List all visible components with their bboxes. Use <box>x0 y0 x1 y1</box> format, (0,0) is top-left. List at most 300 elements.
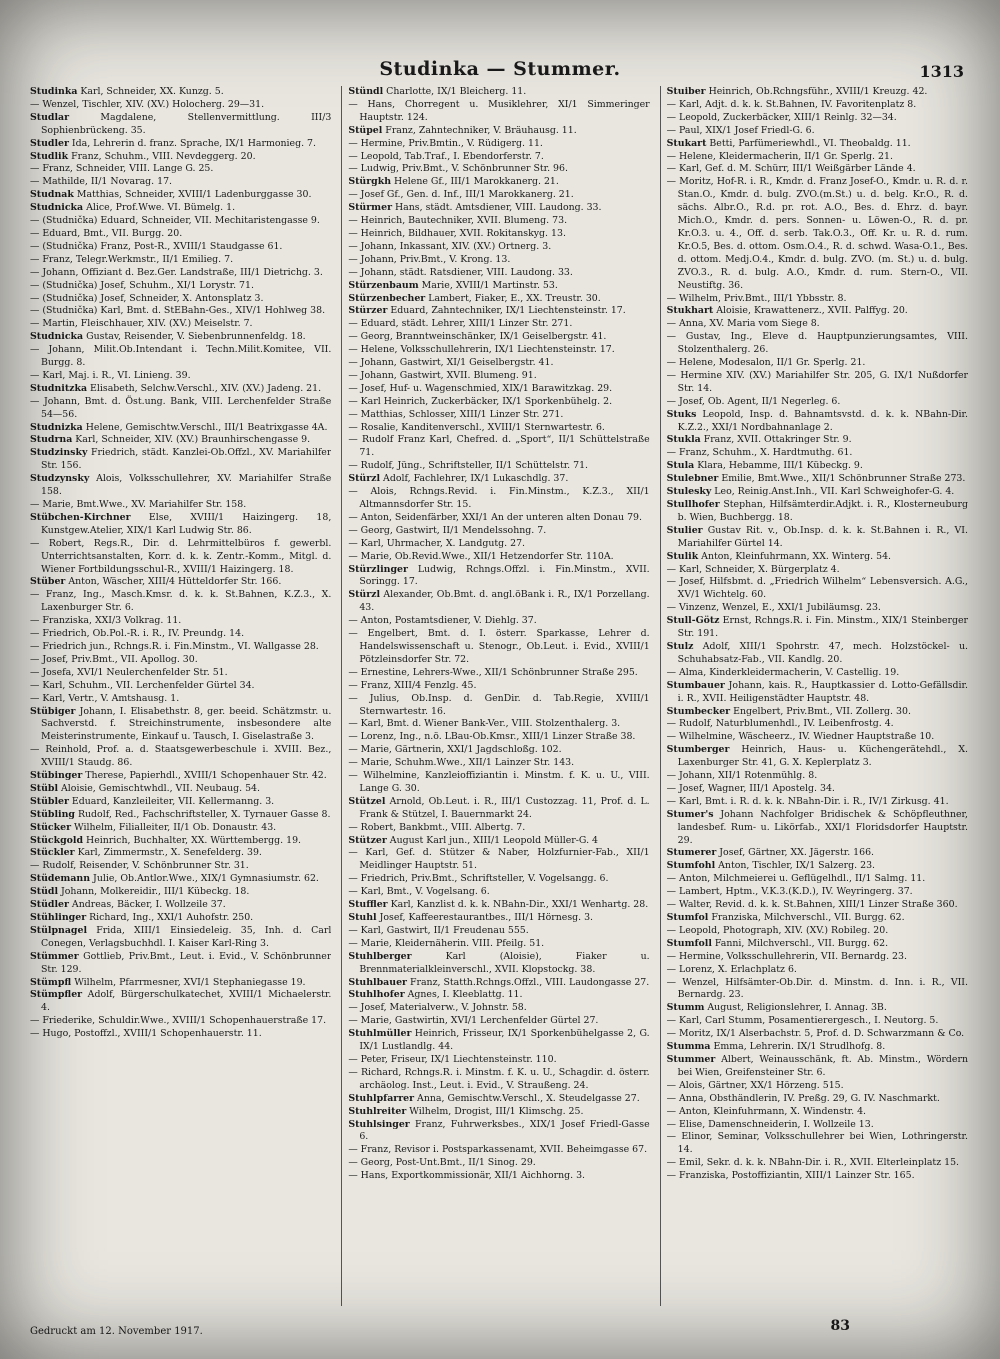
entry-details: — Emil, Sekr. d. k. k. NBahn-Dir. i. R., XVII. Elterleinplatz 15. <box>666 1157 960 1169</box>
entry-details: — Franz, Schuhm., X. Hardtmuthg. 61. <box>666 447 853 459</box>
directory-entry <box>667 151 968 164</box>
entry-details: Franz, XVII. Ottakringer Str. 9. <box>700 434 852 446</box>
directory-entry <box>348 176 649 189</box>
entry-details: — Rudolf, Jüng., Schriftsteller, II/1 Schüttelstr. 71. <box>348 460 589 472</box>
entry-surname: Stulesky <box>666 486 712 498</box>
entry-surname: Stuhlreiter <box>348 1105 407 1117</box>
directory-entry <box>667 951 968 964</box>
directory-entry <box>348 357 649 370</box>
directory-entry <box>30 151 331 164</box>
entry-surname: Stübling <box>30 808 75 820</box>
directory-entry <box>348 254 649 267</box>
directory-entry <box>667 706 968 719</box>
directory-entry <box>667 667 968 680</box>
directory-entry <box>30 396 331 422</box>
entry-details: — Friedrich jun., Rchngs.R. i. Fin.Minstm., VI. Wallgasse 28. <box>30 640 319 652</box>
entry-details: Adolf, Fachlehrer, IX/1 Lukaschdlg. 37. <box>380 473 569 485</box>
directory-entry <box>667 1106 968 1119</box>
entry-details: — Robert, Bankbmt., VIII. Albertg. 7. <box>348 821 526 833</box>
directory-entry <box>348 460 649 473</box>
entry-surname: Stühlinger <box>30 912 87 923</box>
directory-entry <box>667 899 968 912</box>
directory-entry <box>667 112 968 125</box>
entry-details: — Heinrich, Bautechniker, XVII. Blumeng. 73. <box>348 215 568 227</box>
entry-details: Josef, Gärtner, XX. Jägerstr. 166. <box>716 847 875 859</box>
directory-entry <box>348 1054 649 1067</box>
directory-entry <box>30 706 331 745</box>
entry-surname: Stübl <box>30 782 59 794</box>
entry-details: Arnold, Ob.Leut. i. R., III/1 Custozzag. 11, Prof. d. L. Frank & Stützel, I. Bauernmarkt 24. <box>359 795 650 820</box>
entry-surname: Stulier <box>666 524 703 536</box>
entry-surname: Stüber <box>30 576 66 588</box>
directory-entry <box>30 860 331 873</box>
directory-entry <box>348 1144 649 1157</box>
entry-details: — Ernestine, Lehrers-Wwe., XII/1 Schönbrunner Straße 295. <box>348 666 638 678</box>
entry-details: — Rudolf Franz Karl, Chefred. d. „Sport“, II/1 Schüttelstraße 71. <box>348 434 650 459</box>
directory-entry <box>348 305 649 318</box>
entry-surname: Stuhlhofer <box>348 989 405 1001</box>
entry-surname: Stübinger <box>30 770 83 782</box>
page-header <box>30 58 970 86</box>
entry-details: — (Studnička) Franz, Post-R., XVIII/1 Staudgasse 61. <box>30 240 283 252</box>
directory-entry <box>348 744 649 757</box>
directory-entry <box>30 822 331 835</box>
entry-details: — Hans, Chorregent u. Musiklehrer, XI/1 Simmeringer Hauptstr. 124. <box>348 98 650 123</box>
entry-surname: Stumfohl <box>666 860 716 872</box>
entry-surname: Stuiber <box>666 86 706 97</box>
directory-entry <box>348 331 649 344</box>
directory-entry <box>348 770 649 796</box>
entry-details: Ida, Lehrerin d. franz. Sprache, IX/1 Harmonieg. 7. <box>68 137 316 149</box>
entry-surname: Stull-Götz <box>666 615 720 627</box>
entry-details: — Wilhelmine, Kanzleioffiziantin i. Minstm. f. K. u. U., VIII. Lange G. 30. <box>348 770 650 794</box>
directory-entry <box>348 267 649 280</box>
entry-details: Andreas, Bäcker, I. Wollzeile 37. <box>68 899 226 911</box>
entry-details: — Marie, Kleidernäherin. VIII. Pfeilg. 51. <box>348 937 545 949</box>
directory-entry <box>667 138 968 151</box>
entry-details: Alois, Volksschullehrer, XV. Mariahilfer Straße 158. <box>41 473 332 498</box>
entry-surname: Stümpfl <box>30 976 72 988</box>
entry-details: Josef, Kaffeerestaurantbes., III/1 Hörnesg. 3. <box>376 912 594 923</box>
directory-entry <box>30 215 331 228</box>
entry-details: — Karl, Carl Stumm, Posamentierergesch., I. Neutorg. 5. <box>666 1015 939 1027</box>
directory-entry <box>667 886 968 899</box>
entry-details: Richard, Ing., XXI/1 Auhofstr. 250. <box>86 912 254 923</box>
directory-entry <box>667 99 968 112</box>
directory-entry <box>30 383 331 396</box>
entry-surname: Stüpel <box>348 124 383 136</box>
entry-details: — Anna, XV. Maria vom Siege 8. <box>666 318 820 330</box>
directory-entry <box>30 977 331 990</box>
directory-entry <box>30 189 331 202</box>
directory-entry <box>30 615 331 628</box>
entry-details: — Helene, Volksschullehrerin, IX/1 Liechtensteinstr. 17. <box>348 344 615 356</box>
directory-entry <box>667 125 968 138</box>
entry-details: — Georg, Post-Unt.Bmt., II/1 Sinog. 29. <box>348 1157 536 1169</box>
entry-surname: Stukart <box>666 137 707 149</box>
entry-surname: Studnitzka <box>30 382 88 394</box>
entry-details: — Hermine, Priv.Bmtin., V. Rüdigerg. 11. <box>348 137 543 149</box>
entry-details: — (Studnička) Josef, Schneider, X. Antonsplatz 3. <box>30 292 264 304</box>
entry-details: — Peter, Friseur, IX/1 Liechtensteinstr. 110. <box>348 1053 557 1065</box>
entry-surname: Stücker <box>30 821 72 833</box>
directory-entry <box>348 589 649 615</box>
entry-surname: Stumfol <box>666 912 709 923</box>
entry-details: — Alois, Gärtner, XX/1 Hörzeng. 515. <box>666 1079 844 1091</box>
directory-entry <box>667 486 968 499</box>
entry-details: — Rudolf, Naturblumenhdl., IV. Leibenfrostg. 4. <box>666 718 894 730</box>
directory-entry <box>348 1093 649 1106</box>
entry-details: Rudolf, Red., Fachschriftsteller, X. Tyrnauer Gasse 8. <box>74 808 331 820</box>
entry-details: — Johann, Priv.Bmt., V. Krong. 13. <box>348 253 511 265</box>
entry-details: — Vinzenz, Wenzel, E., XXI/1 Jubiläumsg. 23. <box>666 602 881 614</box>
directory-entry <box>348 977 649 990</box>
entry-details: — Lorenz, Ing., n.ö. LBau-Ob.Kmsr., XIII/1 Linzer Straße 38. <box>348 731 636 743</box>
entry-surname: Stuhlsinger <box>348 1118 410 1130</box>
entry-surname: Stündl <box>348 86 384 97</box>
entry-details: Friedrich, städt. Kanzlei-Ob.Offzl., XV. Mariahilfer Str. 156. <box>41 447 332 472</box>
entry-details: — Heinrich, Bildhauer, XVII. Rokitanskyg. 13. <box>348 227 566 239</box>
entry-details: Adolf, XIII/1 Spohrstr. 47, mech. Holzstöckel- u. Schuhabsatz-Fab., VII. Kandlg. 20. <box>677 640 968 665</box>
entry-details: Else, XVIII/1 Haizingerg. 18, Kunstgew.Atelier, XIX/1 Karl Ludwig Str. 86. <box>41 511 332 536</box>
entry-details: — (Studnička) Eduard, Schneider, VII. Mechitaristengasse 9. <box>30 215 320 227</box>
entry-details: — Leopold, Tab.Traf., I. Ebendorferstr. 7. <box>348 150 544 162</box>
entry-details: — Helene, Modesalon, II/1 Gr. Sperlg. 21. <box>666 357 866 369</box>
entry-surname: Stula <box>666 460 695 472</box>
entry-details: Karl, Kanzlist d. k. k. NBahn-Dir., XXI/1 Wenhartg. 28. <box>387 899 649 911</box>
entry-surname: Stürzlinger <box>348 563 408 575</box>
directory-entry <box>667 731 968 744</box>
directory-entry <box>30 318 331 331</box>
entry-details: — Karl, Gef. d. M. Schürr, III/1 Weißgärber Lände 4. <box>666 163 916 175</box>
entry-details: Anton, Wäscher, XIII/4 Hütteldorfer Str. 166. <box>65 576 282 588</box>
entry-details: — Wenzel, Hilfsämter-Ob.Dir. d. Minstm. d. Inn. i. R., VII. Bernardg. 23. <box>666 976 968 1001</box>
entry-details: Emilie, Bmt.Wwe., XII/1 Schönbrunner Straße 273. <box>718 473 966 485</box>
entry-details: Eduard, Zahntechniker, IX/1 Liechtensteinstr. 17. <box>387 305 626 317</box>
entry-details: Franziska, Milchverschl., VII. Burgg. 62. <box>708 912 905 923</box>
entry-details: Leo, Reinig.Anst.Inh., VII. Karl Schweighofer-G. 4. <box>711 486 955 498</box>
entry-details: Johann, I. Elisabethstr. 8, ger. beeid. Schätzmstr. u. Sachverstd. f. Streichinstrumente, insbesondere alte Meisterinstrumente, Einkauf u. Tausch, I. Giselastraße 3. <box>41 705 332 743</box>
column-middle <box>341 86 649 1306</box>
print-date: Gedruckt am 12. November 1917. <box>30 1326 203 1337</box>
entry-details: Alice, Prof.Wwe. VI. Bümelg. 1. <box>83 202 236 214</box>
directory-entry <box>30 512 331 538</box>
page-footer <box>30 1318 970 1342</box>
directory-entry <box>348 667 649 680</box>
entry-details: Julie, Ob.Antlor.Wwe., XIX/1 Gymnasiumstr. 62. <box>90 873 319 885</box>
entry-surname: Stumerer <box>666 847 717 859</box>
directory-entry <box>30 589 331 615</box>
directory-entry <box>30 267 331 280</box>
directory-entry <box>30 628 331 641</box>
directory-entry <box>667 925 968 938</box>
directory-entry <box>30 847 331 860</box>
entry-details: Charlotte, IX/1 Bleicherg. 11. <box>383 86 527 97</box>
entry-details: — Marie, Schuhm.Wwe., XII/1 Lainzer Str. 143. <box>348 757 575 769</box>
directory-entry <box>30 989 331 1015</box>
directory-entry <box>348 615 649 628</box>
directory-entry <box>348 383 649 396</box>
directory-entry <box>348 151 649 164</box>
entry-details: Elisabeth, Selchw.Verschl., XIV. (XV.) Jadeng. 21. <box>87 382 322 394</box>
directory-entry <box>348 1170 649 1183</box>
entry-details: — Josef, Huf- u. Wagenschmied, XIX/1 Barawitzkag. 29. <box>348 382 613 394</box>
entry-details: Alexander, Ob.Bmt. d. angl.öBank i. R., IX/1 Porzellang. 43. <box>359 589 650 614</box>
entry-details: — Lorenz, X. Erlachplatz 6. <box>666 963 797 975</box>
entry-details: — Marie, Gastwirtin, XVI/1 Lerchenfelder Gürtel 27. <box>348 1015 599 1027</box>
entry-details: — Josef, Ob. Agent, II/1 Negerleg. 6. <box>666 395 841 407</box>
directory-entry <box>667 977 968 1003</box>
directory-entry <box>348 486 649 512</box>
entry-details: — Anton, Milchmeierei u. Geflügelhdl., II/1 Salmg. 11. <box>666 873 926 885</box>
directory-entry <box>667 370 968 396</box>
directory-columns <box>30 86 968 1306</box>
entry-details: Lambert, Fiaker, E., XX. Treustr. 30. <box>425 292 601 304</box>
directory-entry <box>30 434 331 447</box>
entry-details: Wilhelm, Drogist, III/1 Klimschg. 25. <box>406 1105 584 1117</box>
entry-surname: Stürzenbaum <box>348 279 419 291</box>
entry-details: — Hugo, Postoffzl., XVIII/1 Schopenhauerstr. 11. <box>30 1028 262 1040</box>
entry-details: August Karl jun., XIII/1 Leopold Müller-G. 4 <box>386 834 599 846</box>
directory-entry <box>667 744 968 770</box>
entry-details: — Wilhelm, Priv.Bmt., III/1 Ybbsstr. 8. <box>666 292 847 304</box>
directory-entry <box>30 422 331 435</box>
directory-entry <box>348 1106 649 1119</box>
entry-details: Helene Gf., III/1 Marokkanerg. 21. <box>391 176 559 188</box>
directory-entry <box>667 357 968 370</box>
entry-details: — Marie, Ob.Revid.Wwe., XII/1 Hetzendorfer Str. 110A. <box>348 550 614 562</box>
page-number: 1313 <box>919 62 964 81</box>
entry-surname: Stürmer <box>348 202 393 214</box>
directory-entry <box>667 615 968 641</box>
directory-entry <box>30 241 331 254</box>
directory-entry <box>667 809 968 848</box>
directory-entry <box>667 551 968 564</box>
entry-details: — Karl, Bmt. d. Wiener Bank-Ver., VIII. Stolzenthalerg. 3. <box>348 718 621 730</box>
directory-entry <box>30 138 331 151</box>
directory-entry <box>667 396 968 409</box>
directory-entry <box>348 241 649 254</box>
directory-entry <box>30 473 331 499</box>
entry-surname: Studler <box>30 137 69 149</box>
entry-details: Heinrich, Buchhalter, XX. Württembergg. 19. <box>83 834 302 846</box>
directory-entry <box>348 422 649 435</box>
entry-surname: Stummer <box>666 1053 716 1065</box>
directory-entry <box>30 86 331 99</box>
directory-entry <box>30 899 331 912</box>
directory-entry <box>348 757 649 770</box>
directory-entry <box>348 731 649 744</box>
directory-entry <box>348 873 649 886</box>
entry-details: — Julius, Ob.Insp. d. GenDir. d. Tab.Regie, XVIII/1 Sternwartestr. 16. <box>348 692 650 717</box>
entry-surname: Studnizka <box>30 421 83 433</box>
entry-details: — Friedrich, Priv.Bmt., Schriftsteller, V. Vogelsangg. 6. <box>348 873 609 885</box>
entry-details: Gustav Rit. v., Ob.Insp. d. k. k. St.Bahnen i. R., VI. Mariahilfer Gürtel 14. <box>677 524 968 549</box>
directory-entry <box>30 280 331 293</box>
directory-entry <box>30 667 331 680</box>
entry-details: — Ludwig, Priv.Bmt., V. Schönbrunner Str. 96. <box>348 163 568 175</box>
entry-details: — Elinor, Seminar, Volksschullehrer bei Wien, Lothringerstr. 14. <box>666 1131 968 1156</box>
entry-details: — Franziska, XXI/3 Volkrag. 11. <box>30 615 182 627</box>
directory-entry <box>348 434 649 460</box>
directory-entry <box>348 912 649 925</box>
directory-entry <box>348 512 649 525</box>
entry-details: — Karl, Uhrmacher, X. Landgutg. 27. <box>348 537 526 549</box>
directory-entry <box>30 835 331 848</box>
directory-entry <box>348 564 649 590</box>
directory-entry <box>30 951 331 977</box>
entry-details: August, Religionslehrer, I. Annag. 3B. <box>704 1002 887 1014</box>
directory-entry <box>667 1054 968 1080</box>
entry-surname: Stübiger <box>30 705 76 717</box>
directory-entry <box>348 370 649 383</box>
directory-entry <box>667 473 968 486</box>
entry-details: — Anna, Obsthändlerin, IV. Preßg. 29, G. IV. Naschmarkt. <box>666 1092 940 1104</box>
entry-surname: Stumberger <box>666 744 730 756</box>
entry-details: — Marie, Gärtnerin, XXI/1 Jagdschloßg. 102. <box>348 744 562 756</box>
entry-details: — Richard, Rchngs.R. i. Minstm. f. K. u. U., Schagdir. d. österr. archäolog. Inst., Leut. i. Evid., V. Straußeng. 24. <box>348 1066 650 1091</box>
directory-entry <box>667 447 968 460</box>
directory-entry <box>667 318 968 331</box>
directory-entry <box>348 525 649 538</box>
entry-details: — Gustav, Ing., Eleve d. Hauptpunzierungsamtes, VIII. Stolzenthalerg. 26. <box>666 331 968 356</box>
entry-surname: Stützel <box>348 795 386 807</box>
directory-entry <box>348 628 649 667</box>
directory-entry <box>667 1041 968 1054</box>
directory-entry <box>30 331 331 344</box>
entry-surname: Studnicka <box>30 331 84 343</box>
entry-details: — Matthias, Schlosser, XIII/1 Linzer Str. 271. <box>348 408 564 420</box>
entry-details: — Leopold, Photograph, XIV. (XV.) Robileg. 20. <box>666 924 889 936</box>
directory-entry <box>667 680 968 706</box>
directory-entry <box>348 1002 649 1015</box>
entry-surname: Studlar <box>30 111 70 123</box>
directory-entry <box>30 447 331 473</box>
entry-details: — Friederike, Schuldir.Wwe., XVIII/1 Schopenhauerstraße 17. <box>30 1015 327 1027</box>
entry-details: — Josef, Priv.Bmt., VII. Apollog. 30. <box>30 653 198 665</box>
entry-surname: Stuffler <box>348 899 388 911</box>
entry-details: — Karl, Schneider, X. Bürgerplatz 4. <box>666 563 840 575</box>
directory-entry <box>30 912 331 925</box>
entry-details: — (Studnička) Josef, Schuhm., XI/1 Lorystr. 71. <box>30 279 254 291</box>
entry-details: — (Studnička) Karl, Bmt. d. StEBahn-Ges., XIV/1 Hohlweg 38. <box>30 305 326 317</box>
entry-details: Eduard, Kanzleileiter, VII. Kellermanng. 3. <box>68 795 275 807</box>
entry-details: — Engelbert, Bmt. d. I. österr. Sparkasse, Lehrer d. Handelswissenschaft u. Stenogr., Ob.Leut. i. Evid., XVIII/1 Pötzleinsdorfer Str. 72. <box>348 628 650 665</box>
directory-entry <box>667 305 968 318</box>
directory-entry <box>30 99 331 112</box>
directory-entry <box>30 873 331 886</box>
directory-entry <box>348 899 649 912</box>
entry-surname: Stürzenbecher <box>348 292 426 304</box>
entry-details: Klara, Hebamme, III/1 Kübeckg. 9. <box>694 460 863 472</box>
directory-entry <box>30 499 331 512</box>
directory-entry <box>667 576 968 602</box>
directory-entry <box>348 189 649 202</box>
entry-surname: Stumbauer <box>666 679 725 691</box>
directory-entry <box>348 886 649 899</box>
directory-entry <box>348 822 649 835</box>
entry-details: — Franz, Telegr.Werkmstr., II/1 Emilieg. 7. <box>30 253 234 265</box>
entry-details: — Franz, Ing., Masch.Kmsr. d. k. k. St.Bahnen, K.Z.3., X. Laxenburger Str. 6. <box>30 589 332 614</box>
directory-entry <box>30 305 331 318</box>
entry-details: Heinrich, Ob.Rchngsführ., XVIII/1 Kreuzg. 42. <box>705 86 928 97</box>
directory-entry <box>348 1119 649 1145</box>
entry-details: — Georg, Branntweinschänker, IX/1 Geiselbergstr. 41. <box>348 331 607 343</box>
entry-surname: Stuhlpfarrer <box>348 1092 415 1104</box>
directory-entry <box>30 1028 331 1041</box>
directory-entry <box>348 847 649 873</box>
directory-entry <box>348 280 649 293</box>
entry-details: — Johann, Inkassant, XIV. (XV.) Ortnerg. 3. <box>348 240 552 252</box>
entry-details: Ludwig, Rchngs.Offzl. i. Fin.Minstm., XVII. Soringg. 17. <box>359 563 650 588</box>
directory-entry <box>30 202 331 215</box>
entry-details: Franz, Zahntechniker, V. Bräuhausg. 11. <box>382 124 577 136</box>
directory-entry <box>348 538 649 551</box>
entry-surname: Studzinsky <box>30 447 88 459</box>
directory-entry <box>348 680 649 693</box>
column-right <box>660 86 968 1306</box>
entry-details: — Moritz, Hof-R. i. R., Kmdr. d. Franz Josef-O., Kmdr. u. R. d. r. Stan.O., Kmdr. d. bulg. ZVO.(m.St.) u. d. belg. Kr.O., R. d. sächs. Albr.O., R.d. pr. rot. A.O., Bes. d. Ehrz. d. bayr. Mich.O., Kmdr. d. pers. Sonnen- u. Löwen-O., R. d. pr. Kr.O.3. u. 4., Off. d. serb. Tak.O.3., Off. Kr. u. R. d. rum. Kr.O.5, Bes. d. ottom. Osm.O.4., R. d. schwd. Wasa-O.1., Bes. d. ottom. Medj.O.4., Kmdr. d. bulg. ZVO. (m. St.) u. d. bulg. ZVO.3., R. d. bulg. A.O., Kmdr. d. rum. Stern-O., VII. Neustiftg. 36. <box>666 176 968 291</box>
entry-surname: Stukla <box>666 434 701 446</box>
directory-entry <box>348 1028 649 1054</box>
directory-entry <box>348 228 649 241</box>
entry-details: — Robert, Regs.R., Dir. d. Lehrmittelbüros f. gewerbl. Unterrichtsanstalten, Korr. d. k. k. Zentr.-Komm., Mitgl. d. Wiener Fortbildungsschul-R., XVIII/1 Haizingerg. 18. <box>30 537 332 575</box>
directory-entry <box>30 112 331 138</box>
entry-surname: Stübler <box>30 795 69 807</box>
directory-entry <box>30 654 331 667</box>
directory-entry <box>667 1015 968 1028</box>
entry-surname: Stübchen-Kirchner <box>30 511 131 523</box>
entry-surname: Stuhlbauer <box>348 976 407 988</box>
entry-details: — Franz, Revisor i. Postsparkassenamt, XVII. Beheimgasse 67. <box>348 1144 648 1156</box>
entry-surname: Stumer's <box>666 808 714 820</box>
entry-details: Anton, Kleinfuhrmann, XX. Winterg. 54. <box>698 550 892 562</box>
directory-entry <box>667 938 968 951</box>
directory-entry <box>30 796 331 809</box>
directory-entry <box>667 1080 968 1093</box>
entry-surname: Stumbecker <box>666 705 731 717</box>
entry-details: — Friedrich, Ob.Pol.-R. i. R., IV. Preundg. 14. <box>30 628 245 640</box>
entry-surname: Stückgold <box>30 834 84 846</box>
entry-details: — Hermine, Volksschullehrerin, VII. Bernardg. 23. <box>666 950 907 962</box>
entry-details: — Rosalie, Kanditenverschl., XVIII/1 Sternwartestr. 6. <box>348 421 605 433</box>
directory-entry <box>667 912 968 925</box>
directory-entry <box>30 576 331 589</box>
entry-surname: Studinka <box>30 86 78 97</box>
entry-details: Wilhelm, Pfarrmesner, XVI/1 Stephaniegasse 19. <box>71 976 306 988</box>
entry-details: Magdalene, Stellenvermittlung. III/3 Sophienbrückeng. 35. <box>41 111 332 136</box>
entry-details: — Karl, Maj. i. R., VI. Linieng. 39. <box>30 369 191 381</box>
entry-details: Johann Nachfolger Bridischek & Schöpfleuthner, landesbef. Rum- u. Likörfab., XXI/1 Floridsdorfer Hauptstr. 29. <box>677 808 968 846</box>
directory-entry <box>30 693 331 706</box>
directory-entry <box>667 499 968 525</box>
entry-details: — Karl Heinrich, Zuckerbäcker, IX/1 Sporkenbühelg. 2. <box>348 395 613 407</box>
entry-details: Aloisie, Gemischtwhdl., VII. Neubaug. 54. <box>58 782 260 794</box>
entry-details: Anna, Gemischtw.Verschl., X. Steudelgasse 27. <box>414 1092 640 1104</box>
entry-details: — Karl, Gastwirt, II/1 Freudenau 555. <box>348 924 529 936</box>
directory-entry <box>667 964 968 977</box>
entry-details: — Wenzel, Tischler, XIV. (XV.) Holocherg. 29—31. <box>30 98 265 110</box>
directory-entry <box>30 680 331 693</box>
entry-details: Johann, kais. R., Hauptkassier d. Lotto-Gefällsdir. i. R., XVII. Heiligenstädter Hauptstr. 48. <box>677 679 968 704</box>
directory-entry <box>348 215 649 228</box>
directory-entry <box>667 293 968 306</box>
directory-entry <box>30 744 331 770</box>
directory-entry <box>667 525 968 551</box>
entry-surname: Stuhlmüller <box>348 1028 412 1040</box>
entry-details: Ernst, Rchngs.R. i. Fin. Minstm., XIX/1 Steinberger Str. 191. <box>677 615 968 640</box>
entry-details: — Johann, Milit.Ob.Intendant i. Techn.Milit.Komitee, VII. Burgg. 8. <box>30 344 332 369</box>
